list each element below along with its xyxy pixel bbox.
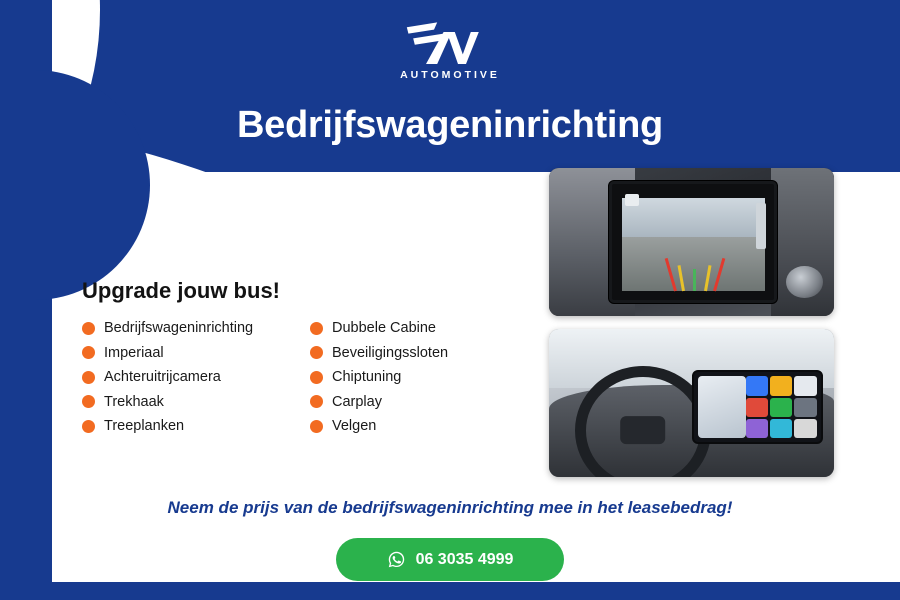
camera-view-sky (622, 198, 765, 237)
cta-label: 06 3035 4999 (415, 550, 514, 568)
page-title: Bedrijfswageninrichting (237, 104, 663, 146)
av-monogram-icon (402, 20, 498, 68)
screen-corner-button-shape (625, 194, 640, 207)
app-icon (794, 419, 816, 438)
list-item-label: Beveiligingssloten (332, 344, 449, 361)
list-item (310, 369, 522, 385)
steering-wheel-hub (620, 417, 666, 445)
steering-wheel-carplay-photo (549, 329, 834, 477)
whatsapp-icon (387, 550, 406, 569)
bullet-dot-icon (82, 395, 95, 408)
list-item-label: Treeplanken (104, 418, 185, 434)
list-item-label: Imperiaal (104, 344, 164, 361)
logo-subtitle: AUTOMOTIVE (400, 69, 500, 81)
carplay-map-tile (698, 376, 746, 438)
app-icon (770, 376, 792, 395)
list-item (82, 320, 310, 336)
list-item (310, 320, 522, 336)
bullet-dot-icon (310, 395, 323, 408)
app-icon (746, 398, 768, 417)
infotainment-screen-shape (609, 181, 777, 302)
list-item-label: Chiptuning (332, 369, 402, 385)
list-item-label: Achteruitrijcamera (104, 369, 221, 385)
app-icon (770, 419, 792, 438)
bullet-dot-icon (82, 322, 95, 335)
list-item-label: Dubbele Cabine (332, 320, 436, 336)
air-vent-shape (786, 266, 823, 299)
list-item-label: Bedrijfswageninrichting (104, 320, 254, 336)
bullet-dot-icon (82, 371, 95, 384)
feature-lists (82, 320, 522, 434)
app-icon (794, 398, 816, 417)
guideline-green-center (693, 269, 696, 291)
brand-logo (0, 20, 900, 81)
bullet-dot-icon (310, 371, 323, 384)
bullet-dot-icon (310, 420, 323, 433)
dashboard-reverse-camera-photo (549, 168, 834, 316)
list-item (82, 418, 310, 434)
bullet-dot-icon (310, 346, 323, 359)
list-item (310, 418, 522, 434)
list-item (82, 394, 310, 410)
carplay-screen-shape (692, 370, 823, 444)
lease-tagline: Neem de prijs van de bedrijfswageninrichting mee in het leasebedrag! (167, 498, 733, 517)
app-icon (794, 376, 816, 395)
feature-list-column-1 (82, 320, 310, 434)
list-item-label: Trekhaak (104, 393, 164, 410)
list-item (310, 394, 522, 410)
whatsapp-call-button[interactable] (336, 538, 564, 581)
list-item-label: Velgen (332, 418, 377, 434)
bottom-strip (0, 582, 900, 600)
bullet-dot-icon (310, 322, 323, 335)
feature-list-column-2 (310, 320, 522, 434)
upgrade-heading: Upgrade jouw bus! (82, 278, 280, 303)
list-item (310, 345, 522, 361)
list-item (82, 345, 310, 361)
bullet-dot-icon (82, 420, 95, 433)
app-icon (770, 398, 792, 417)
app-icon (746, 419, 768, 438)
list-item-label: Carplay (332, 393, 382, 410)
app-icon (746, 376, 768, 395)
bullet-dot-icon (82, 346, 95, 359)
upgrade-section (82, 278, 522, 434)
list-item (82, 369, 310, 385)
screen-side-slider-shape (756, 203, 766, 249)
